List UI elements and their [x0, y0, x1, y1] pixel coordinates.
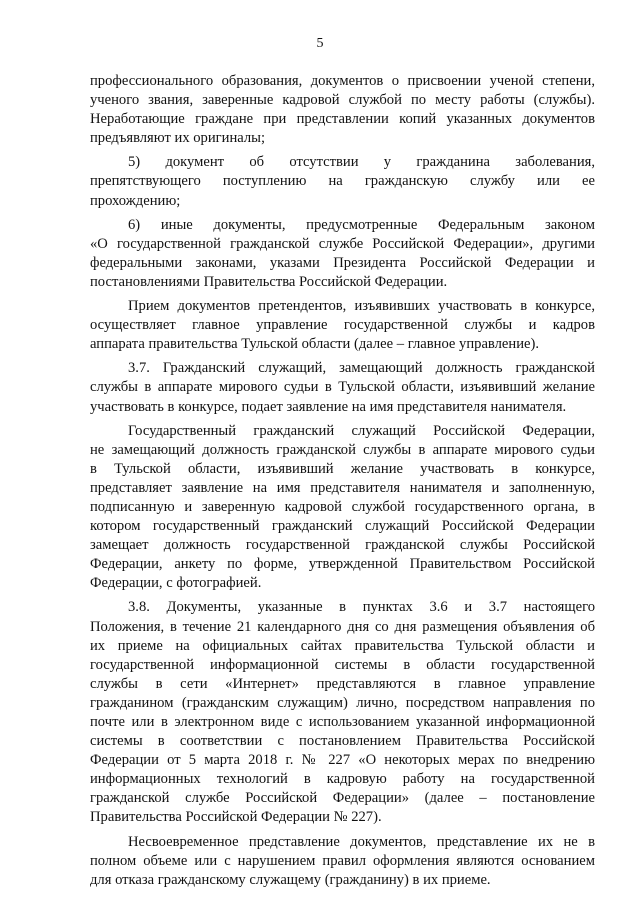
text-line: профессионального образования, документов о присвоении ученой степени, [90, 73, 595, 89]
text-line: Федерации от 5 марта 2018 г. № 227 «О некоторых мерах по внедрению [90, 752, 595, 769]
text-line: не замещающий должность гражданской службы в аппарате мирового судьи [90, 441, 595, 458]
text-line: Положения, в течение 21 календарного дня со дня размещения объявления об [90, 618, 595, 635]
text-line: «О государственной гражданской службе Российской Федерации», другими [90, 235, 595, 252]
text-line: почте или в электронном виде с использованием указанной информационной [90, 714, 595, 730]
text-line: Федерации, анкету по форме, утвержденной Правительством Российской [90, 556, 595, 573]
text-line: 3.7. Гражданский служащий, замещающий должность гражданской [128, 360, 595, 377]
text-line: гражданином (гражданским служащим) лично, посредством направления по [90, 694, 595, 711]
text-line: службы в сети «Интернет» представляются в главное управление [90, 675, 595, 692]
text-line: участвовать в конкурсе, подает заявление на имя представителя нанимателя. [90, 398, 567, 415]
text-line: осуществляет главное управление государственной службы и кадров [90, 317, 595, 334]
text-line: постановлениями Правительства Российской Федерации. [90, 273, 448, 290]
text-line: информационных технологий в кадровую работу на государственной [90, 771, 595, 788]
document-body [90, 72, 595, 890]
text-line: Федерации, с фотографией. [90, 575, 262, 592]
paragraph [90, 359, 595, 416]
text-line: замещает должность государственной гражданской службы Российской [90, 537, 595, 554]
text-line: Государственный гражданский служащий Российской Федерации, [128, 422, 595, 439]
text-line: 5) документ об отсутствии у гражданина заболевания, [128, 154, 595, 171]
text-line: предъявляют их оригиналы; [90, 130, 266, 147]
text-line: аппарата правительства Тульской области (далее – главное управление). [90, 336, 539, 353]
text-line: Прием документов претендентов, изъявивших участвовать в конкурсе, [128, 298, 595, 315]
paragraph [90, 598, 595, 827]
text-line: ученого звания, заверенные кадровой службой по месту работы (службы). [90, 92, 595, 109]
text-line: службы в аппарате мирового судьи в Тульской области, изъявивший желание [90, 379, 595, 396]
text-line: Правительства Российской Федерации № 227). [90, 809, 382, 826]
text-line: Неработающие граждане при представлении копий указанных документов [90, 111, 595, 128]
text-line: полном объеме или с нарушением правил оформления являются основанием [90, 852, 595, 869]
paragraph [90, 297, 595, 354]
paragraph [90, 72, 595, 148]
paragraph [90, 833, 595, 890]
text-line: в Тульской области, изъявивший желание участвовать в конкурсе, [90, 460, 595, 477]
text-line: их приеме на официальных сайтах правительства Тульской области и [90, 637, 595, 654]
text-line: Несвоевременное представление документов, представление их не в [128, 833, 595, 850]
text-line: 6) иные документы, предусмотренные Федеральным законом [128, 216, 595, 233]
text-line: 3.8. Документы, указанные в пунктах 3.6 и 3.7 настоящего [128, 599, 595, 616]
text-line: представляет заявление на имя представителя нанимателя и заполненную, [90, 479, 595, 496]
text-line: котором государственный гражданский служащий Российской Федерации [90, 518, 595, 535]
text-line: для отказа гражданскому служащему (гражданину) в их приеме. [90, 871, 491, 888]
text-line: гражданской службе Российской Федерации» (далее – постановление [90, 790, 595, 807]
text-line: государственной информационной системы в области государственной [90, 656, 595, 673]
text-line: препятствующего поступлению на гражданскую службу или ее [90, 173, 595, 190]
text-line: прохождению; [90, 192, 181, 209]
paragraph [90, 216, 595, 292]
text-line: системы в соответствии с постановлением Правительства Российской [90, 733, 595, 750]
text-line: подписанную и заверенную кадровой службой государственного органа, в [90, 498, 595, 515]
text-line: федеральными законами, указами Президента Российской Федерации и [90, 254, 595, 271]
paragraph [90, 422, 595, 594]
paragraph [90, 153, 595, 210]
page-number: 5 [316, 36, 324, 51]
